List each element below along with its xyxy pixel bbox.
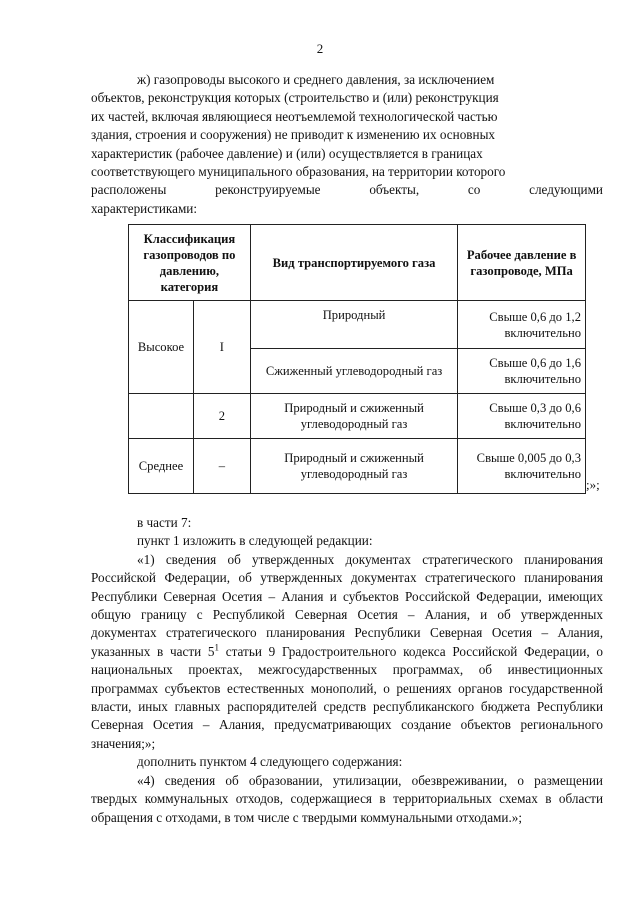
item1-superscript: 1: [214, 642, 220, 653]
header-classification: Классификация газопроводов по давлению, категория: [129, 225, 251, 301]
pressure-high-cell: Высокое: [129, 301, 194, 394]
page-number: 2: [316, 41, 324, 56]
intro-line: характеристик (рабочее давление) и (или) осуществляется в границах: [91, 145, 483, 161]
header-working-pressure: Рабочее давление в газопроводе, МПа: [458, 225, 586, 301]
pipeline-classification-table: [128, 224, 586, 494]
part7-section: [91, 514, 603, 827]
part7-heading: в части 7:: [137, 515, 192, 530]
category-2-cell: 2: [193, 394, 250, 439]
intro-line: характеристиками:: [91, 200, 198, 216]
table-closing-quote: ;»;: [586, 477, 600, 492]
intro-paragraph: [91, 71, 603, 218]
pressure-value-cell: Свыше 0,6 до 1,6 включительно: [458, 349, 586, 394]
gas-type-cell: Природный: [250, 301, 457, 349]
category-dash-cell: –: [193, 439, 250, 494]
item4-intro: дополнить пунктом 4 следующего содержания:: [137, 754, 403, 770]
item1-text-a: «1) сведения об утвержденных документах стратегического планирования Российской Федерации, об утвержденных документах стратегического планирования Республики Северная Осетия – Алания и субъектов Российской Федерации, имеющих общую границу с Республикой Северная Осетия – Алания, и об утвержденных документах стратегического планирования Республики Северная Осетия – Алания, указанных в части 5: [91, 551, 603, 659]
item4-text: «4) сведения об образовании, утилизации, обезвреживании, о размещении твердых коммунальных отходов, содержащиеся в территориальных схемах в области обращения с отходами, в том числе с твердыми коммунальными отходами.»;: [91, 772, 603, 825]
item1-intro: пункт 1 изложить в следующей редакции:: [137, 533, 373, 549]
category-1-cell: I: [193, 301, 250, 394]
pressure-medium-cell: Среднее: [129, 439, 194, 494]
gas-type-cell: Природный и сжиженный углеводородный газ: [250, 394, 457, 439]
intro-line: расположены реконструируемые объекты, со следующими: [91, 182, 603, 198]
item1-text-b: статьи 9 Градостроительного кодекса Российской Федерации, о национальных проектах, межгосударственных программах, об инвестиционных программах субъектов естественных монополий, о решениях органов государственной власти, иных главных распорядителей средств республиканского бюджета Республики Северная Осетия – Алания, предусматривающих создание объектов регионального значения;»;: [91, 643, 604, 751]
pressure-value-cell: Свыше 0,005 до 0,3 включительно: [458, 439, 586, 494]
intro-line: ж) газопроводы высокого и среднего давления, за исключением: [137, 72, 495, 87]
gas-type-cell: Сжиженный углеводородный газ: [250, 349, 457, 394]
header-gas-type: Вид транспортируемого газа: [250, 225, 457, 301]
intro-line: здания, строения и сооружения) не приводит к изменению их основных: [91, 127, 496, 143]
pressure-value-cell: Свыше 0,6 до 1,2 включительно: [458, 301, 586, 349]
pressure-value-cell: Свыше 0,3 до 0,6 включительно: [458, 394, 586, 439]
empty-cell: [129, 394, 194, 439]
gas-type-cell: Природный и сжиженный углеводородный газ: [250, 439, 457, 494]
intro-line: соответствующего муниципального образования, на территории которого: [91, 164, 506, 180]
intro-line: объектов, реконструкция которых (строительство и (или) реконструкция: [91, 90, 499, 106]
intro-line: их частей, включая являющиеся неотъемлемой технологической частью: [91, 108, 498, 124]
item1-text: [91, 551, 603, 753]
